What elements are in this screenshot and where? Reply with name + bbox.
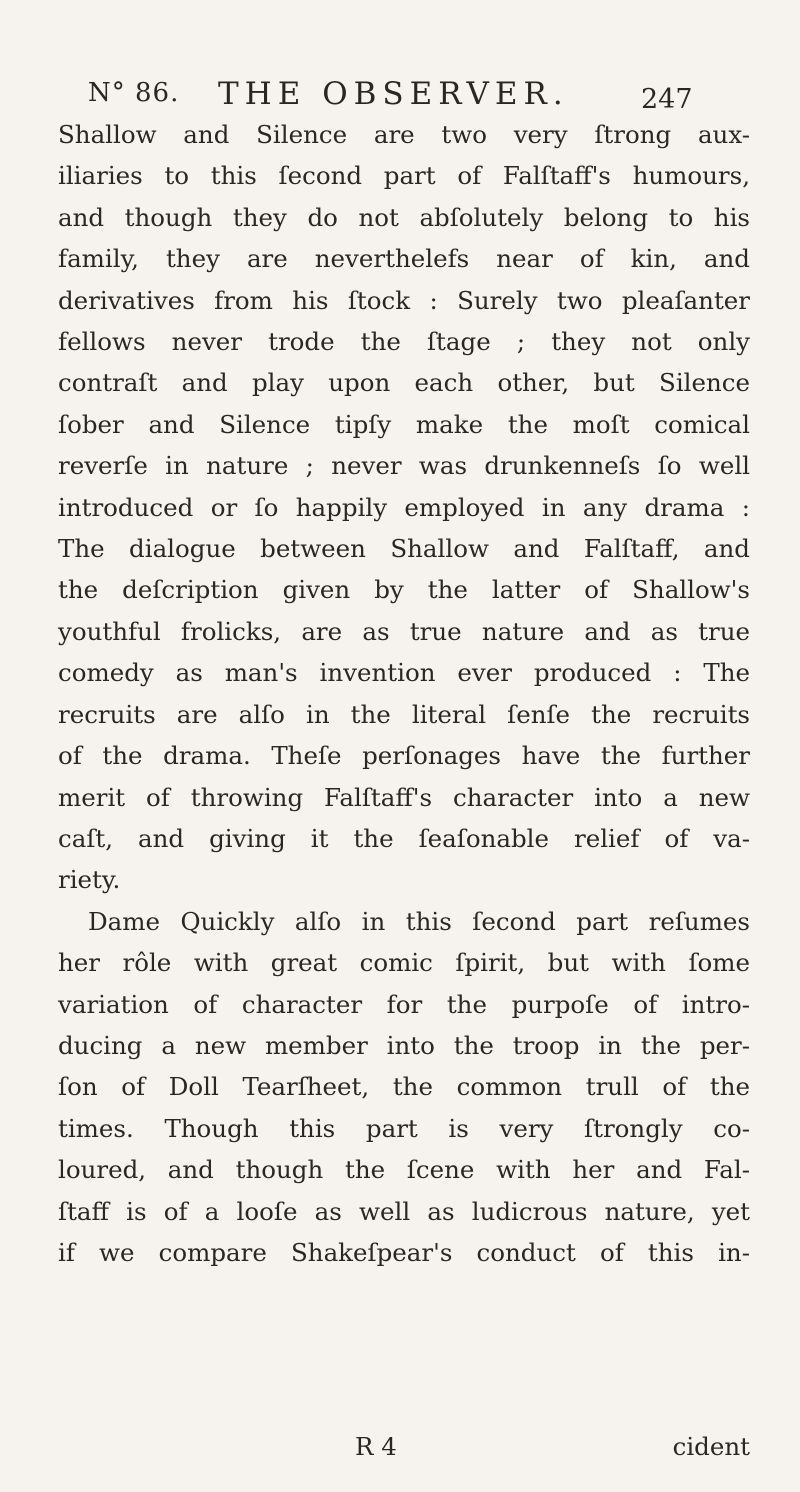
running-title: THE OBSERVER. bbox=[218, 76, 569, 112]
text-line: youthful frolicks, are as true nature and as true bbox=[58, 616, 750, 646]
text-line: loured, and though the ſcene with her and Fal- bbox=[58, 1155, 750, 1185]
page-number: 247 bbox=[641, 84, 693, 115]
text-line: fellows never trode the ſtage ; they not only bbox=[58, 327, 750, 357]
text-line: ſtaff is of a looſe as well as ludicrous nature, yet bbox=[58, 1196, 750, 1226]
issue-number: N° 86. bbox=[88, 78, 180, 108]
catchword: cident bbox=[672, 1432, 750, 1461]
text-line: recruits are alſo in the literal ſenſe the recruits bbox=[58, 699, 750, 729]
text-line: ſon of Doll Tearſheet, the common trull of the bbox=[58, 1072, 750, 1102]
text-line: riety. bbox=[58, 865, 121, 895]
text-line: merit of throwing Falſtaff's character into a new bbox=[58, 782, 750, 812]
text-line: times. Though this part is very ſtrongly co- bbox=[58, 1113, 750, 1143]
text-line: reverſe in nature ; never was drunkenneſs ſo well bbox=[58, 451, 750, 481]
text-line: the deſcription given by the latter of Shallow's bbox=[58, 575, 750, 605]
page-header bbox=[88, 72, 728, 115]
text-line: and though they do not abſolutely belong to his bbox=[58, 202, 750, 232]
signature-mark: R 4 bbox=[355, 1432, 397, 1461]
text-line: ducing a new member into the troop in the per- bbox=[58, 1030, 750, 1060]
body-text bbox=[58, 114, 750, 1273]
page-footer bbox=[58, 1432, 750, 1472]
text-line: introduced or ſo happily employed in any drama : bbox=[58, 492, 750, 522]
text-line: Dame Quickly alſo in this ſecond part reſumes bbox=[88, 906, 750, 936]
text-line: derivatives from his ſtock : Surely two pleaſanter bbox=[58, 285, 750, 315]
text-line: comedy as man's invention ever produced : The bbox=[58, 658, 750, 688]
text-line: caſt, and giving it the ſeaſonable relief of va- bbox=[58, 823, 750, 853]
text-line: her rôle with great comic ſpirit, but with ſome bbox=[58, 948, 750, 978]
text-line: if we compare Shakeſpear's conduct of this in- bbox=[58, 1237, 750, 1267]
text-line: variation of character for the purpoſe of intro- bbox=[58, 989, 750, 1019]
text-line: The dialogue between Shallow and Falſtaff, and bbox=[58, 534, 750, 564]
text-line: contraſt and play upon each other, but Silence bbox=[58, 368, 750, 398]
text-line: ſober and Silence tipſy make the moſt comical bbox=[58, 409, 750, 439]
text-line: family, they are neverthelefs near of kin, and bbox=[58, 244, 750, 274]
text-line: of the drama. Theſe perſonages have the further bbox=[58, 741, 750, 771]
text-line: Shallow and Silence are two very ſtrong aux- bbox=[58, 120, 750, 149]
text-line: iliaries to this ſecond part of Falſtaff's humours, bbox=[58, 161, 750, 191]
